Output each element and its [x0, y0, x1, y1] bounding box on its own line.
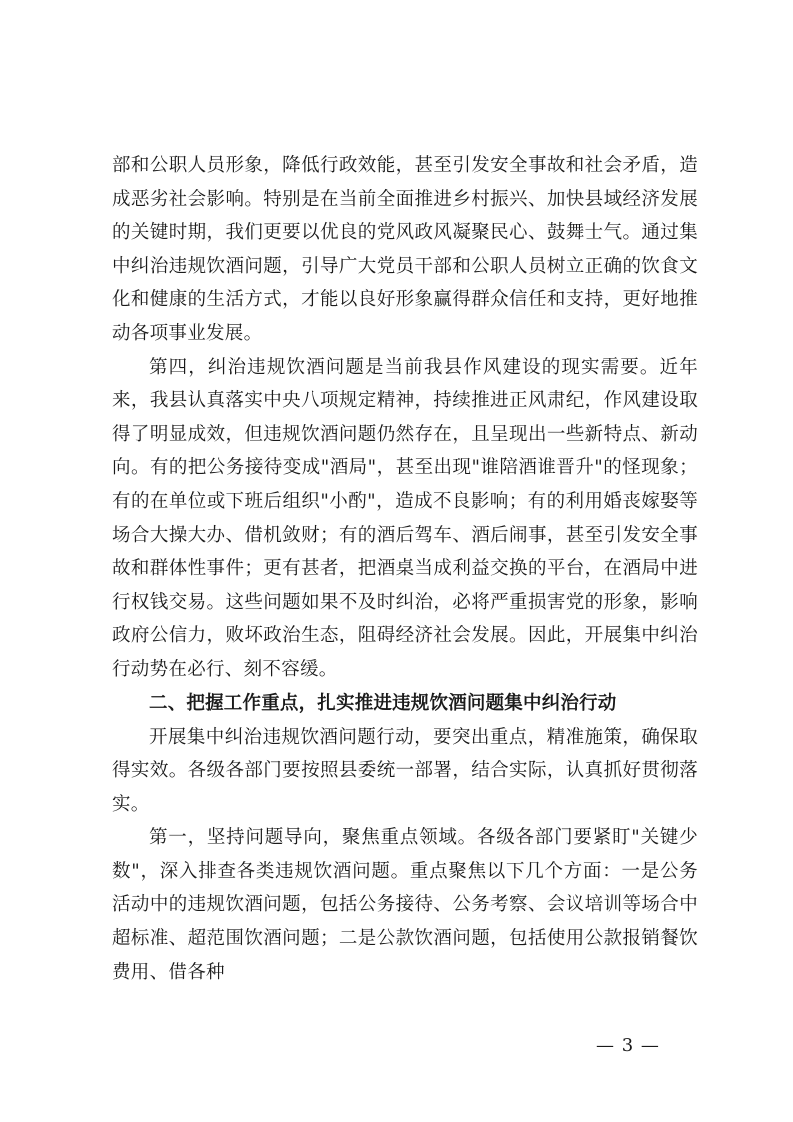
- paragraph-fourth-point: 第四，纠治违规饮酒问题是当前我县作风建设的现实需要。近年来，我县认真落实中央八项规定精神，持续推进正风肃纪，作风建设取得了明显成效，但违规饮酒问题仍然存在，且呈现出一些新特点、新动向。有的把公务接待变成"酒局"，甚至出现"谁陪酒谁晋升"的怪现象；有的在单位或下班后组织"小酌"，造成不良影响；有的利用婚丧嫁娶等场合大操大办、借机敛财；有的酒后驾车、酒后闹事，甚至引发安全事故和群体性事件；更有甚者，把酒桌当成利益交换的平台，在酒局中进行权钱交易。这些问题如果不及时纠治，必将严重损害党的形象，影响政府公信力，败坏政治生态，阻碍经济社会发展。因此，开展集中纠治行动势在必行、刻不容缓。: [112, 356, 698, 680]
- page-number: — 3 —: [596, 1035, 660, 1056]
- paragraph-section-intro: 开展集中纠治违规饮酒问题行动，要突出重点，精准施策，确保取得实效。各级各部门要按照县委统一部署，结合实际，认真抓好贯彻落实。: [112, 726, 698, 815]
- paragraph-first-point: 第一，坚持问题导向，聚焦重点领域。各级各部门要紧盯"关键少数"，深入排查各类违规饮酒问题。重点聚焦以下几个方面：一是公务活动中的违规饮酒问题，包括公务接待、公务考察、会议培训等场合中超标准、超范围饮酒问题；二是公款饮酒问题，包括使用公款报销餐饮费用、借各种: [112, 827, 698, 983]
- document-body: [112, 149, 698, 989]
- paragraph-continuation: 部和公职人员形象，降低行政效能，甚至引发安全事故和社会矛盾，造成恶劣社会影响。特别是在当前全面推进乡村振兴、加快县域经济发展的关键时期，我们更要以优良的党风政风凝聚民心、鼓舞士气。通过集中纠治违规饮酒问题，引导广大党员干部和公职人员树立正确的饮食文化和健康的生活方式，才能以良好形象赢得群众信任和支持，更好地推动各项事业发展。: [112, 155, 698, 344]
- section-heading: 二、把握工作重点，扎实推进违规饮酒问题集中纠治行动: [149, 692, 617, 714]
